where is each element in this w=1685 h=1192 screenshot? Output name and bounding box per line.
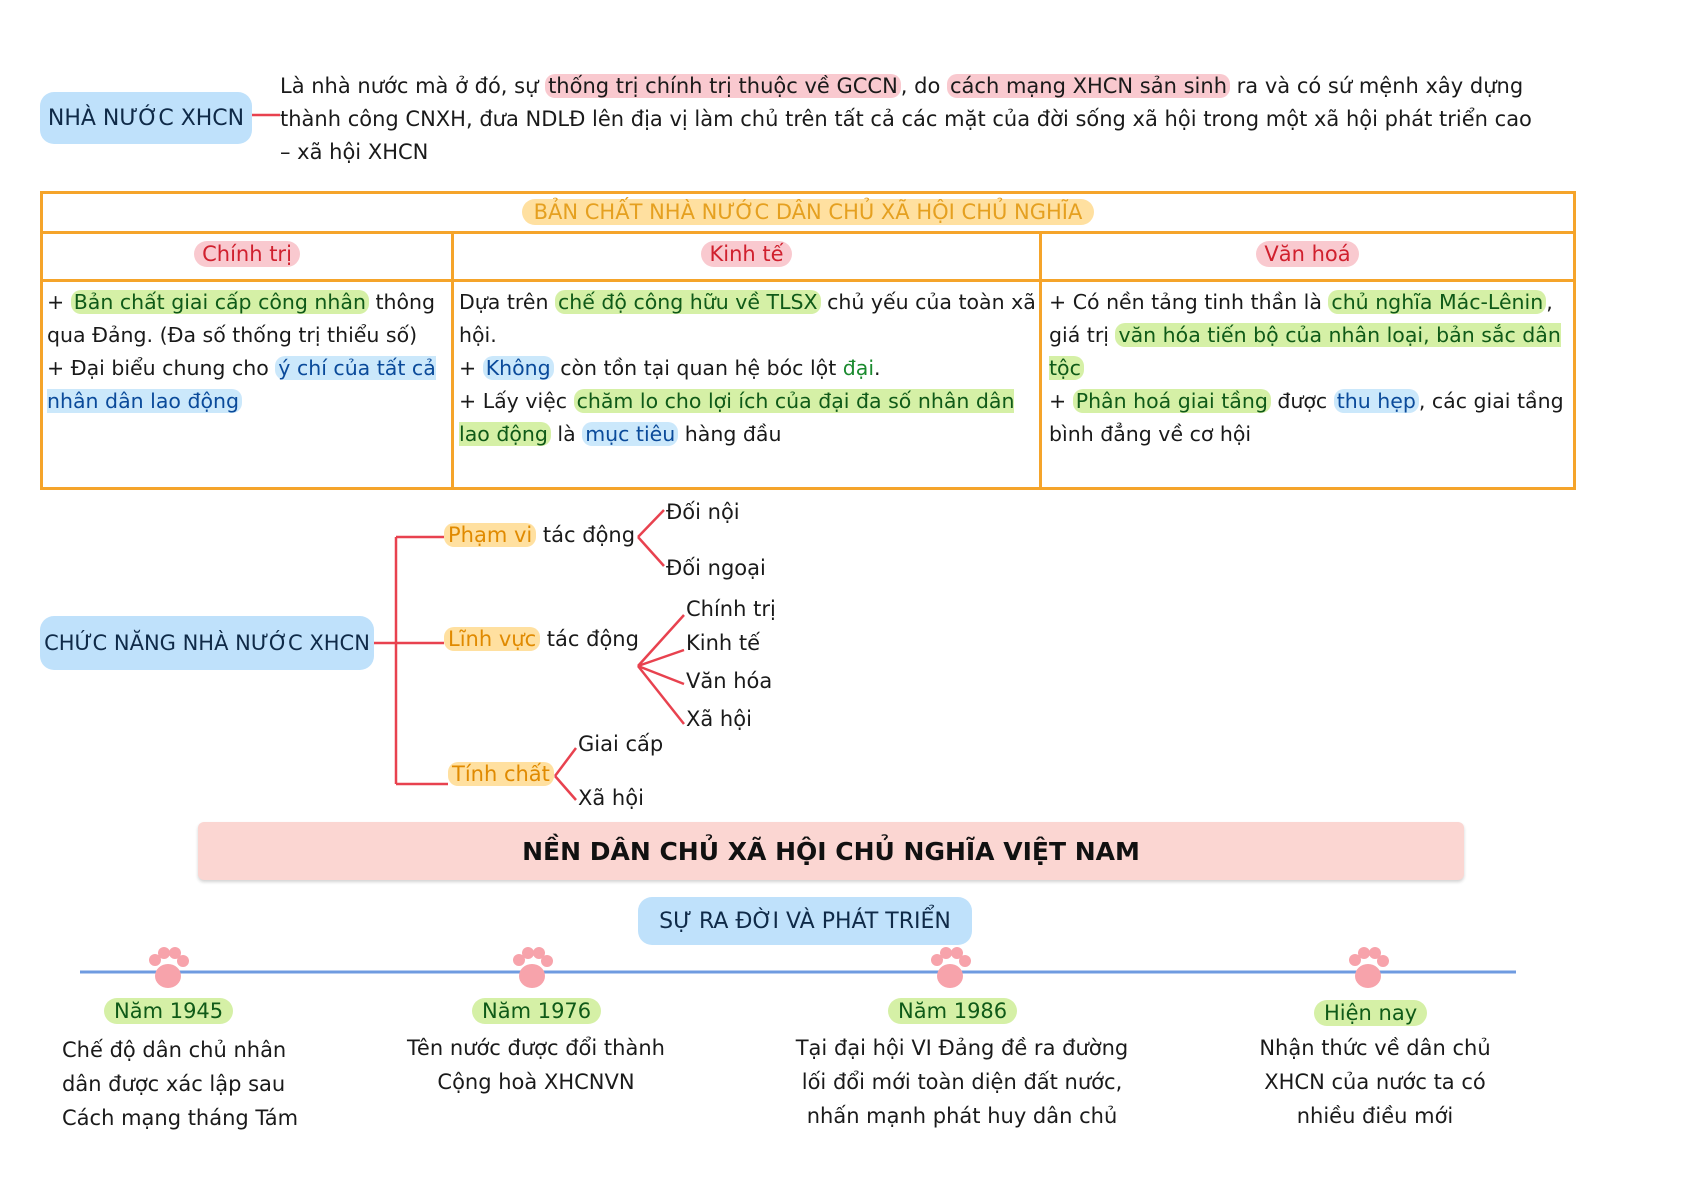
- body-text: + Có nền tảng tinh thần là: [1049, 290, 1329, 314]
- column-header-culture: [1042, 242, 1573, 266]
- paw-icon: [931, 947, 971, 988]
- body-text: hàng đầu: [678, 422, 782, 446]
- timeline-desc-line: Chế độ dân chủ nhân: [62, 1038, 287, 1062]
- function-branch-nature-key: Tính chất: [448, 762, 554, 786]
- body-text: thông qua Đảng. (Đa số thống trị thiểu số): [47, 290, 436, 347]
- body-text: chủ yếu của toàn xã hội.: [459, 290, 1036, 347]
- function-leaf-culture: Văn hóa: [686, 669, 773, 693]
- state-definition-label: [40, 92, 252, 144]
- highlight-key-phrase: thống trị chính trị thuộc về GCCN: [545, 74, 901, 98]
- timeline-year-1986: Năm 1986: [888, 998, 1017, 1024]
- highlight-key-phrase: mục tiêu: [582, 422, 678, 446]
- timeline-desc-line: nhiều điều mới: [1296, 1104, 1454, 1128]
- body-text: được: [1270, 389, 1334, 413]
- function-leaf-domestic: Đối nội: [666, 500, 740, 524]
- timeline-desc-line: Nhận thức về dân chủ: [1259, 1036, 1491, 1060]
- timeline-desc-1945: [40, 1033, 342, 1135]
- paw-icon: [513, 947, 553, 988]
- timeline-year-now: Hiện nay: [1314, 1000, 1427, 1026]
- highlight-key-phrase: chăm lo cho lợi ích của đại đa số nhân dân lao động: [459, 389, 1015, 446]
- nature-table-title-text: BẢN CHẤT NHÀ NƯỚC DÂN CHỦ XÃ HỘI CHỦ NGHĨA: [522, 199, 1095, 225]
- column-header-economy: [454, 242, 1039, 266]
- function-leaf-social: Xã hội: [578, 786, 644, 810]
- column-header-culture-text: Văn hoá: [1256, 241, 1358, 267]
- definition-connector: [252, 112, 280, 118]
- function-leaf-class: Giai cấp: [578, 732, 664, 756]
- function-branch-scope: [444, 523, 635, 547]
- cell-culture: [1049, 286, 1571, 451]
- timeline-year-1976: Năm 1976: [472, 998, 601, 1024]
- timeline-desc-1986: [772, 1031, 1152, 1133]
- body-text: ra và có sứ mệnh xây dựng thành công CNXH, đưa NDLĐ lên địa vị làm chủ trên tất cả các mặt của đời sống xã hội trong một xã hội phát triển cao – xã hội XHCN: [280, 74, 1532, 164]
- state-definition-label-text: NHÀ NƯỚC XHCN: [47, 105, 245, 131]
- function-leaf-foreign: Đối ngoại: [666, 556, 766, 580]
- timeline-desc-line: Cộng hoà XHCNVN: [437, 1070, 635, 1094]
- highlight-key-phrase: chủ nghĩa Mác-Lênin: [1328, 290, 1546, 314]
- nature-table: [40, 191, 1576, 490]
- body-text: , các giai tầng bình đẳng về cơ hội: [1049, 389, 1564, 446]
- function-branch-field: [444, 627, 639, 651]
- highlight-key-phrase: chế độ công hữu về TLSX: [555, 290, 821, 314]
- highlight-key-phrase: cách mạng XHCN sản sinh: [947, 74, 1230, 98]
- timeline-year-1945: Năm 1945: [104, 998, 233, 1024]
- column-header-politics-text: Chính trị: [194, 241, 300, 267]
- function-branch-nature: [448, 762, 554, 786]
- timeline-desc-line: Cách mạng tháng Tám: [62, 1106, 299, 1130]
- paw-icon: [1349, 947, 1389, 988]
- function-leaf-economy: Kinh tế: [686, 631, 761, 655]
- state-functions-label: [40, 616, 374, 670]
- body-text: +: [1049, 389, 1073, 413]
- function-leaf-society: Xã hội: [686, 707, 752, 731]
- column-header-politics: [43, 242, 451, 266]
- highlight-key-phrase: Bản chất giai cấp công nhân: [71, 290, 369, 314]
- function-branch-scope-key: Phạm vi: [444, 523, 536, 547]
- body-text: còn tồn tại quan hệ bóc lột: [553, 356, 843, 380]
- timeline-desc-line: lối đổi mới toàn diện đất nước,: [801, 1070, 1123, 1094]
- body-text: là: [550, 422, 583, 446]
- body-text: Dựa trên: [459, 290, 555, 314]
- cell-politics: [47, 286, 447, 418]
- timeline-desc-line: Tên nước được đổi thành: [407, 1036, 665, 1060]
- timeline-desc-line: XHCN của nước ta có: [1264, 1070, 1486, 1094]
- timeline-desc-line: Tại đại hội VI Đảng đề ra đường: [795, 1036, 1129, 1060]
- table-divider-col-1: [451, 234, 454, 487]
- body-text: + Lấy việc: [459, 389, 574, 413]
- column-header-economy-text: Kinh tế: [701, 241, 791, 267]
- origin-development-label: [638, 897, 972, 945]
- body-text: +: [47, 290, 71, 314]
- highlight-key-phrase: thu hẹp: [1334, 389, 1419, 413]
- body-text: Là nhà nước mà ở đó, sự: [280, 74, 546, 98]
- body-text: .: [874, 356, 881, 380]
- body-text: + Đại biểu chung cho: [47, 356, 276, 380]
- body-text: +: [459, 356, 483, 380]
- function-leaf-politics: Chính trị: [686, 597, 776, 621]
- highlight-key-phrase: văn hóa tiến bộ của nhân loại, bản sắc dân tộc: [1049, 323, 1561, 380]
- origin-development-label-text: SỰ RA ĐỜI VÀ PHÁT TRIỂN: [659, 908, 951, 934]
- function-branch-field-key: Lĩnh vực: [444, 627, 540, 651]
- state-functions-label-text: CHỨC NĂNG NHÀ NƯỚC XHCN: [44, 631, 370, 655]
- timeline-desc-now: [1220, 1031, 1530, 1133]
- highlight-key-phrase: Phân hoá giai tầng: [1073, 389, 1271, 413]
- timeline-desc-1976: [386, 1031, 686, 1099]
- body-text: , giá trị: [1049, 290, 1553, 347]
- highlight-key-phrase: Không: [483, 356, 554, 380]
- nature-table-title: [43, 200, 1573, 224]
- cell-economy: [459, 286, 1037, 451]
- body-text: , do: [900, 74, 947, 98]
- democracy-banner: [198, 822, 1464, 880]
- table-divider-header: [43, 279, 1573, 282]
- highlight-key-phrase: ý chí của tất cả nhân dân lao động: [47, 356, 436, 413]
- table-divider-title: [43, 231, 1573, 234]
- function-branch-field-rest: tác động: [540, 627, 639, 651]
- state-definition-text: [280, 70, 1540, 169]
- timeline-desc-line: dân được xác lập sau: [62, 1072, 286, 1096]
- colored-word: đại: [842, 356, 875, 380]
- paw-icon: [149, 947, 189, 988]
- democracy-banner-text: NỀN DÂN CHỦ XÃ HỘI CHỦ NGHĨA VIỆT NAM: [522, 836, 1140, 866]
- timeline-desc-line: nhấn mạnh phát huy dân chủ: [806, 1104, 1118, 1128]
- table-divider-col-2: [1039, 234, 1042, 487]
- function-branch-scope-rest: tác động: [536, 523, 636, 547]
